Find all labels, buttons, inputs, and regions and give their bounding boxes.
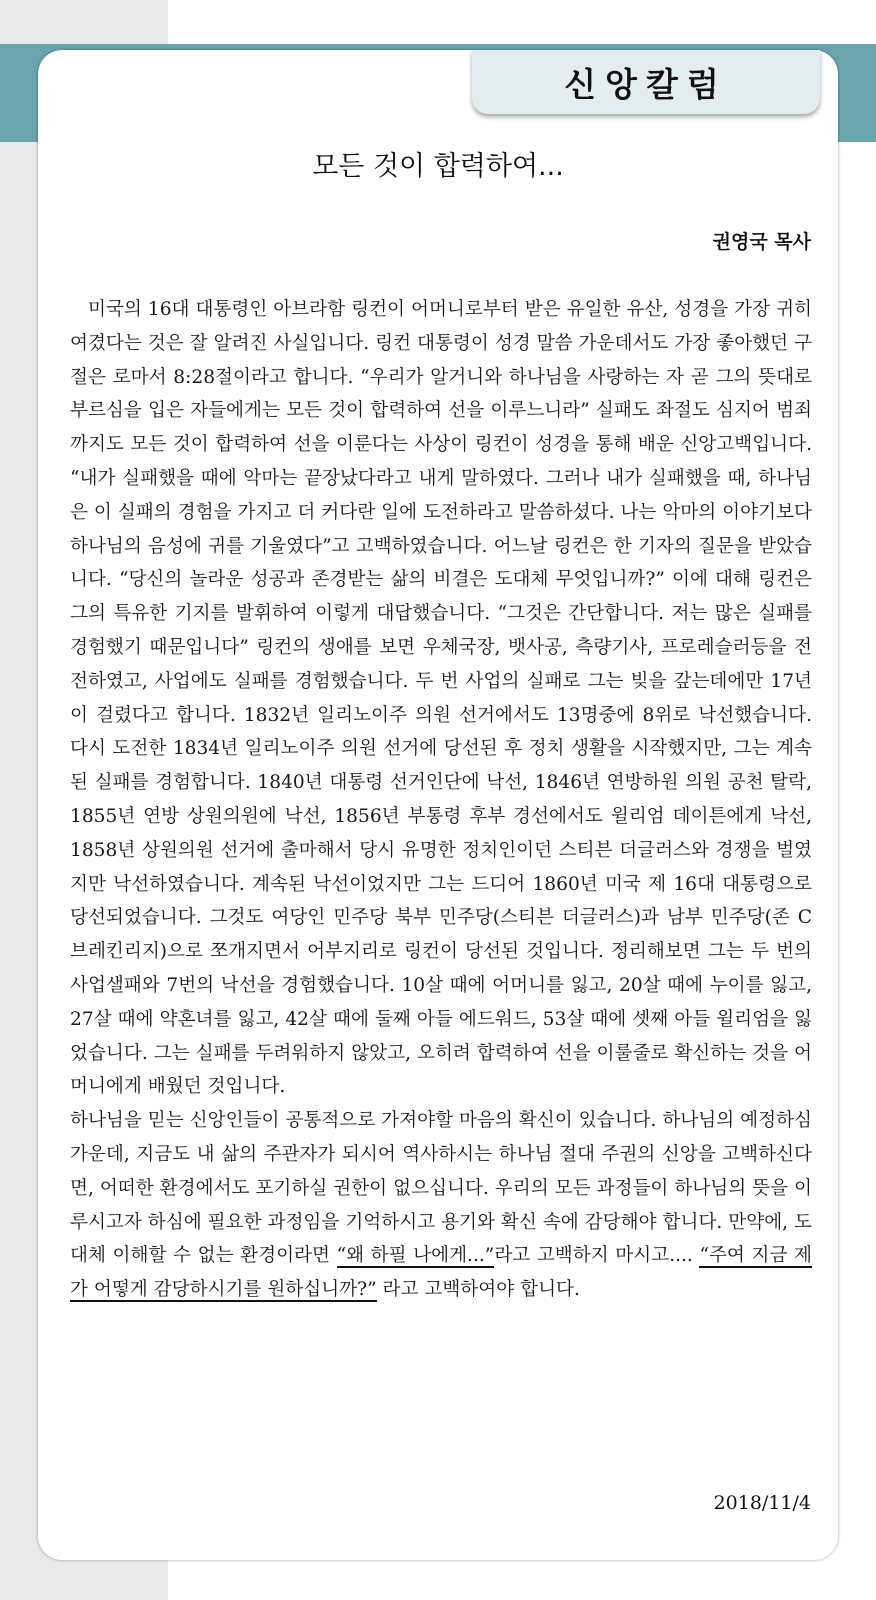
paragraph-2-start: 하나님을 믿는 신앙인들이 공통적으로 가져야할 마음의 확신이 있습니다. 하나님의 예정하심 가운데, 지금도 내 삶의 주관자가 되시어 역사하시는 하나님 절대 주권의 신앙을 고백하신다면, 어떠한 환경에서도 포기하실 권한이 없으십니다. 우리의 모든 과정들이 하나님의 뜻을 이루시고자 하심에 필요한 과정임을 기억하시고 용기와 확신 속에 감당해야 합니다. 만약에, 도대체 이해할 수 없는 환경이라면	[70, 1110, 812, 1267]
article-title: 모든 것이 합력하여...	[312, 151, 564, 182]
article-paragraph-2	[70, 1104, 812, 1307]
article-paragraph-1: 미국의 16대 대통령인 아브라함 링컨이 어머니로부터 받은 유일한 유산, 성경을 가장 귀히 여겼다는 것은 잘 알려진 사실입니다. 링컨 대통령이 성경 말씀 가운데서도 가장 좋아했던 구절은 로마서 8:28절이라고 합니다. “우리가 알거니와 하나님을 사랑하는 자 곧 그의 뜻대로 부르심을 입은 자들에게는 모든 것이 합력하여 선을 이루느니라” 실패도 좌절도 심지어 범죄까지도 모든 것이 합력하여 선을 이룬다는 사상이 링컨이 성경을 통해 배운 신앙고백입니다. “내가 실패했을 때에 악마는 끝장났다라고 내게 말하였다. 그러나 내가 실패했을 때, 하나님은 이 실패의 경험을 가지고 더 커다란 일에 도전하라고 말씀하셨다. 나는 악마의 이야기보다 하나님의 음성에 귀를 기울였다”고 고백하였습니다. 어느날 링컨은 한 기자의 질문을 받았습니다. “당신의 놀라운 성공과 존경받는 삶의 비결은 도대체 무엇입니까?” 이에 대해 링컨은 그의 특유한 기지를 발휘하여 이렇게 대답했습니다. “그것은 간단합니다. 저는 많은 실패를 경험했기 때문입니다” 링컨의 생애를 보면 우체국장, 뱃사공, 측량기사, 프로레슬러등을 전전하였고, 사업에도 실패를 경험했습니다. 두 번 사업의 실패로 그는 빚을 갚는데에만 17년이 걸렸다고 합니다. 1832년 일리노이주 의원 선거에서도 13명중에 8위로 낙선했습니다. 다시 도전한 1834년 일리노이주 의원 선거에 당선된 후 정치 생활을 시작했지만, 그는 계속된 실패를 경험합니다. 1840년 대통령 선거인단에 낙선, 1846년 연방하원 의원 공천 탈락, 1855년 연방 상원의원에 낙선, 1856년 부통령 후부 경선에서도 윌리엄 데이튼에게 낙선, 1858년 상원의원 선거에 출마해서 당시 유명한 정치인이던 스티븐 더글러스와 경쟁을 벌였지만 낙선하였습니다. 계속된 낙선이었지만 그는 드디어 1860년 미국 제 16대 대통령으로 당선되었습니다. 그것도 여당인 민주당 북부 민주당(스티븐 더글러스)과 남부 민주당(존 C 브레킨리지)으로 쪼개지면서 어부지리로 링컨이 당선된 것입니다. 정리해보면 그는 두 번의 사업샐패와 7번의 낙선을 경험했습니다. 10살 때에 어머니를 잃고, 20살 때에 누이를 잃고, 27살 때에 약혼녀를 잃고, 42살 때에 둘째 아들 에드워드, 53살 때에 셋째 아들 윌리엄을 잃었습니다. 그는 실패를 두려워하지 않았고, 오히려 합력하여 선을 이룰줄로 확신하는 것을 어머니에게 배웠던 것입니다.	[70, 299, 812, 1098]
paragraph-2-middle: 라고 고백하지 마시고....	[494, 1245, 700, 1267]
paragraph-2-end: 라고 고백하여야 합니다.	[376, 1279, 580, 1301]
article-author: 권영국 목사	[712, 231, 811, 253]
underlined-quote-2: “주여 지금 제가 어떻게 감당하시기를 원하십니까?”	[70, 1245, 812, 1301]
article-body	[70, 293, 812, 1307]
column-category-label: 신앙칼럼	[564, 64, 728, 104]
article-date: 2018/11/4	[713, 1492, 811, 1514]
underlined-quote-1: “왜 하필 나에게...”	[336, 1245, 495, 1267]
column-category-tab	[472, 50, 820, 114]
